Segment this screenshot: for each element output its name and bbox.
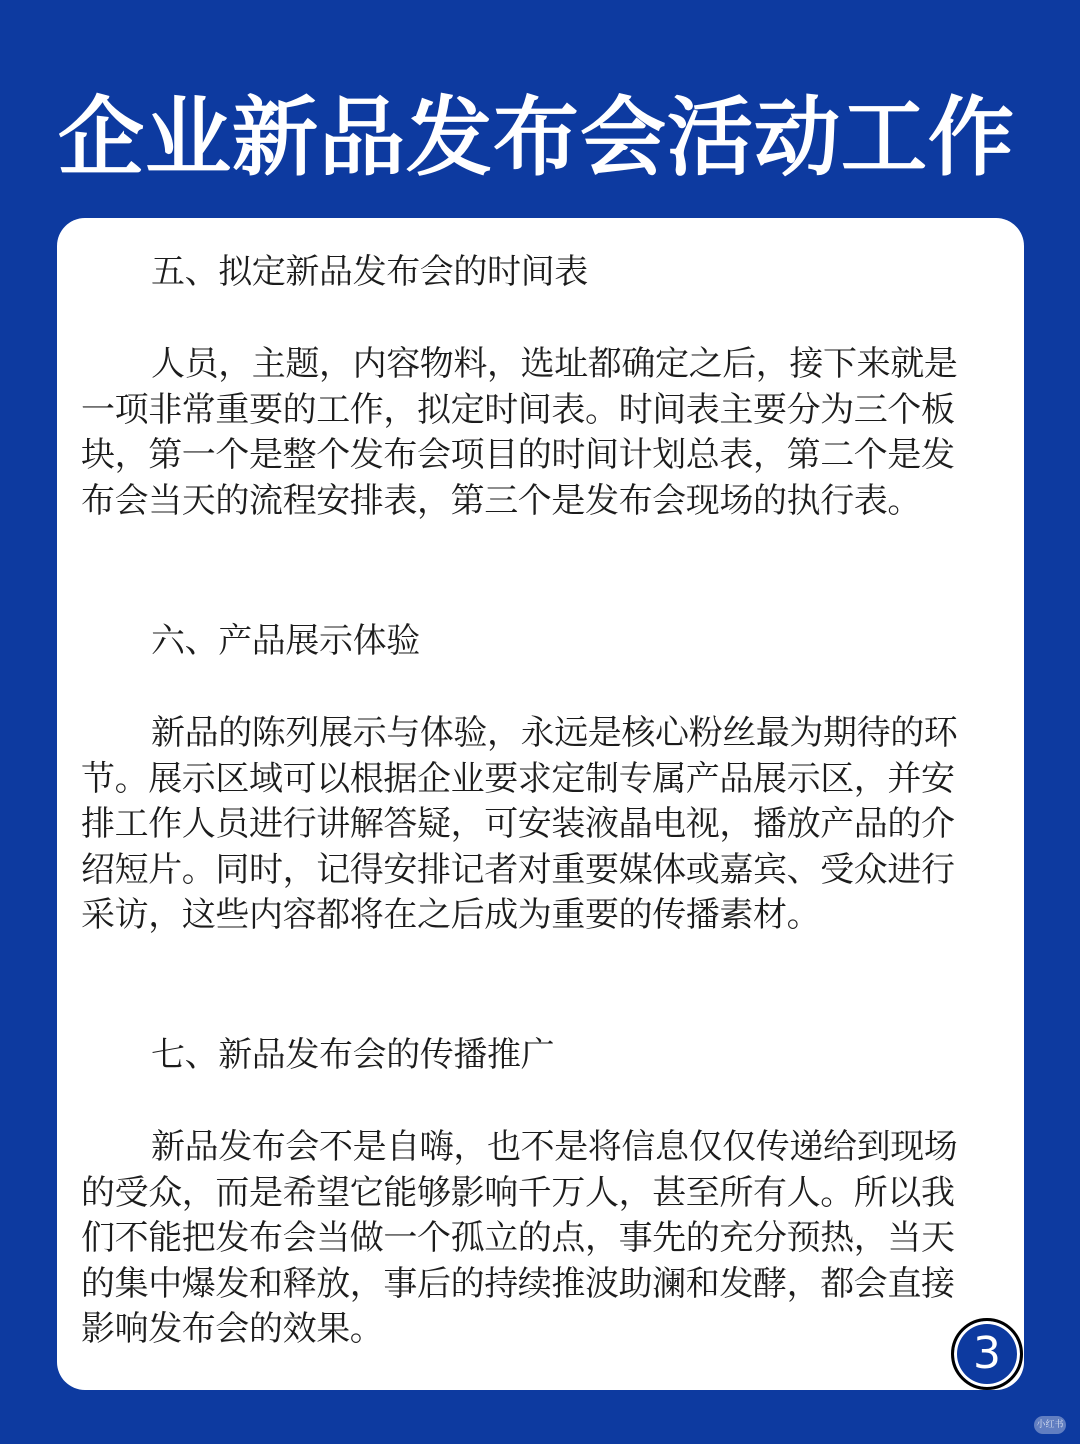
section-body-schedule: 人员，主题，内容物料，选址都确定之后，接下来就是一项非常重要的工作，拟定时间表。时间表主要分为三个板块，第一个是整个发布会项目的时间计划总表，第二个是发布会当天的流程安排表，第三个是发布会现场的执行表。 xyxy=(81,344,958,521)
page-number-badge: 3 xyxy=(951,1318,1023,1390)
page-title: 企业新品发布会活动工作 xyxy=(58,88,1015,188)
watermark-logo: 小红书 xyxy=(1034,1416,1066,1434)
section-heading-promotion: 七、新品发布会的传播推广 xyxy=(151,1035,555,1075)
section-body-promotion: 新品发布会不是自嗨，也不是将信息仅仅传递给到现场的受众，而是希望它能够影响千万人，甚至所有人。所以我们不能把发布会当做一个孤立的点，事先的充分预热，当天的集中爆发和释放，事后的持续推波助澜和发酵，都会直接影响发布会的效果。 xyxy=(81,1127,958,1349)
section-heading-product-display: 六、产品展示体验 xyxy=(151,621,420,661)
section-body-product-display: 新品的陈列展示与体验，永远是核心粉丝最为期待的环节。展示区域可以根据企业要求定制专属产品展示区，并安排工作人员进行讲解答疑，可安装液晶电视，播放产品的介绍短片。同时，记得安排记者对重要媒体或嘉宾、受众进行采访，这些内容都将在之后成为重要的传播素材。 xyxy=(81,713,958,935)
content-card xyxy=(57,218,1024,1390)
section-heading-schedule: 五、拟定新品发布会的时间表 xyxy=(151,252,588,292)
